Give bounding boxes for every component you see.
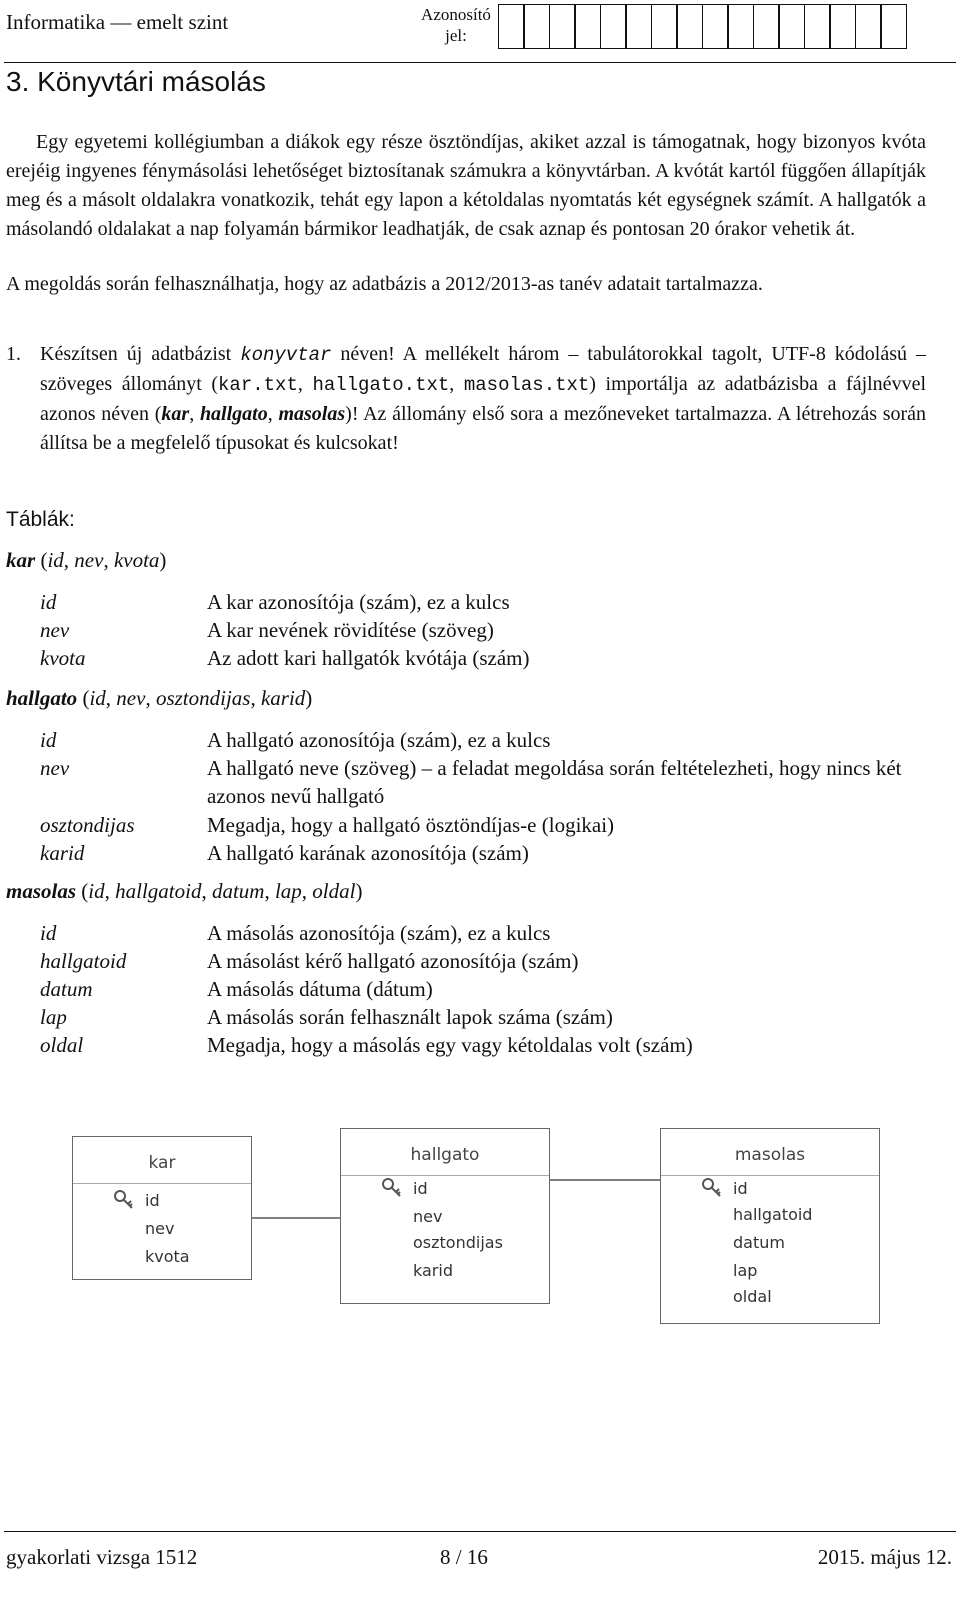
primary-key-icon <box>113 1189 135 1211</box>
task-number: 1. <box>6 343 21 365</box>
page-title: 3. Könyvtári másolás <box>6 66 266 97</box>
diagram-table-kar[interactable] <box>72 1136 252 1280</box>
primary-key-icon <box>701 1177 723 1199</box>
id-label-line1: Azonosító <box>421 5 491 24</box>
field-row: datum A másolás dátuma (dátum) <box>40 977 433 1001</box>
diagram-table-title: kar <box>148 1153 176 1173</box>
field-row: id A kar azonosítója (szám), ez a kulcs <box>40 590 510 614</box>
diagram-field: oldal <box>733 1287 772 1306</box>
schema-hallgato: hallgato (id, nev, osztondijas, karid) <box>6 686 313 710</box>
diagram-field: id <box>413 1179 428 1198</box>
diagram-field: lap <box>733 1261 758 1280</box>
diagram-table-masolas[interactable] <box>660 1128 880 1324</box>
divider <box>73 1183 251 1184</box>
field-row: hallgatoid A másolást kérő hallgató azonosítója (szám) <box>40 949 579 973</box>
schema-kar: kar (id, nev, kvota) <box>6 548 167 572</box>
diagram-table-hallgato[interactable] <box>340 1128 550 1304</box>
diagram-field: datum <box>733 1233 785 1252</box>
diagram-field: nev <box>145 1219 175 1238</box>
footer-exam: gyakorlati vizsga 1512 <box>6 1545 198 1569</box>
task-text: Készítsen új adatbázist konyvtar néven! A mellékelt három – tabulátorokkal tagolt, UTF-8 kódolású – szöveges állományt (kar.txt, hallgato.txt, masolas.txt) importálja az adatbázisba a fájlnévvel azonos néven (kar, hallgato, masolas)! Az állomány első sora a mezőneveket tartalmazza. A létrehozás során állítsa be a megfelelő típusokat és kulcsokat! <box>40 343 927 454</box>
diagram-table-title: masolas <box>734 1145 806 1165</box>
file-hallgato: hallgato.txt <box>312 374 450 396</box>
intro-paragraph: Egy egyetemi kollégiumban a diákok egy része ösztöndíjas, akiket azzal is támogatnak, hogy bizonyos kvóta erejéig ingyenes fénymásolási lehetőséget biztosítanak számukra a könyvtárban. A kvótát kartól függően állapítják meg és a másolt oldalakra vonatkozik, tehát egy lapon a kétoldalas nyomtatás két egységnek számít. A hallgatók a másolandó oldalakat a nap folyamán bármikor leadhatják, de csak aznap és pontosan 20 órakor vehetik át. <box>6 131 926 240</box>
divider <box>661 1175 879 1176</box>
primary-key-icon <box>381 1177 403 1199</box>
header-subject: Informatika — emelt szint <box>6 10 229 34</box>
diagram-field: hallgatoid <box>733 1205 813 1224</box>
file-kar: kar.txt <box>218 374 298 396</box>
field-row: oldal Megadja, hogy a másolás egy vagy kétoldalas volt (szám) <box>40 1033 693 1057</box>
field-row: lap A másolás során felhasznált lapok száma (szám) <box>40 1005 613 1029</box>
diagram-field: nev <box>413 1207 443 1226</box>
field-row: karid A hallgató karának azonosítója (szám) <box>40 841 529 865</box>
divider <box>341 1175 549 1176</box>
field-row: nev A kar nevének rövidítése (szöveg) <box>40 618 494 642</box>
id-label-line2: jel: <box>445 26 467 45</box>
field-row: kvota Az adott kari hallgatók kvótája (szám) <box>40 646 530 670</box>
diagram-field: id <box>733 1179 748 1198</box>
diagram-field: id <box>145 1191 160 1210</box>
diagram-field: kvota <box>145 1247 190 1266</box>
db-name: konyvtar <box>240 344 332 366</box>
tables-heading: Táblák: <box>6 508 75 531</box>
diagram-field: osztondijas <box>413 1233 503 1252</box>
intro-note: A megoldás során felhasználhatja, hogy az adatbázis a 2012/2013-as tanév adatait tartalmazza. <box>6 273 763 295</box>
field-row: osztondijas Megadja, hogy a hallgató ösztöndíjas-e (logikai) <box>40 813 615 837</box>
footer-rule <box>4 1531 956 1532</box>
field-row: nev A hallgató neve (szöveg) – a feladat megoldása során feltételezheti, hogy nincs két azonos nevű hallgató <box>40 756 902 808</box>
footer-date: 2015. május 12. <box>817 1545 952 1569</box>
diagram-field: karid <box>413 1261 453 1280</box>
file-masolas: masolas.txt <box>463 374 590 396</box>
diagram-table-title: hallgato <box>410 1145 480 1165</box>
footer-page-number: 8 / 16 <box>440 1545 488 1569</box>
schema-masolas: masolas (id, hallgatoid, datum, lap, oldal) <box>6 879 363 903</box>
field-row: id A másolás azonosítója (szám), ez a kulcs <box>40 921 551 945</box>
field-row: id A hallgató azonosítója (szám), ez a kulcs <box>40 728 551 752</box>
